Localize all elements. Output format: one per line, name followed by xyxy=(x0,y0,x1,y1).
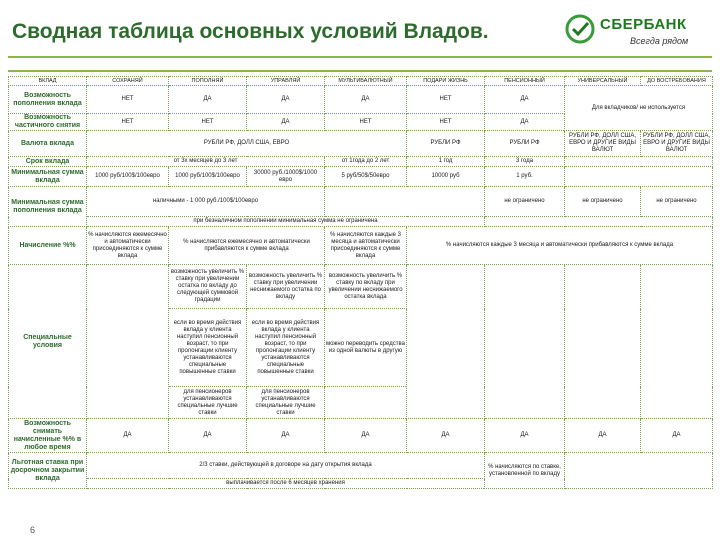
table-row xyxy=(9,131,713,157)
col-header: ДО ВОСТРЕБОВАНИЯ xyxy=(641,77,713,86)
col-header: УНИВЕРСАЛЬНЫЙ xyxy=(565,77,641,86)
table-cell: возможность увеличить % ставку по вкладу при увеличении неснижаемого остатка вклада xyxy=(325,265,407,309)
table-row xyxy=(9,419,713,453)
table-row xyxy=(9,157,713,167)
table-cell: НЕТ xyxy=(407,114,485,131)
table-cell: ДА xyxy=(641,419,713,453)
table-row xyxy=(9,453,713,479)
row-header: Специальные условия xyxy=(9,265,87,419)
table-cell: можно переводить средства из одной валюты в другую xyxy=(325,309,407,387)
table-cell: ДА xyxy=(485,419,565,453)
table-cell: выплачивается после 6 месяцев хранения xyxy=(87,479,485,489)
table-cell xyxy=(325,387,407,419)
table-cell xyxy=(485,217,713,227)
table-cell: для пенсионеров устанавливаются специальные лучшие ставки xyxy=(247,387,325,419)
table-cell: ДА xyxy=(565,419,641,453)
table-cell: не ограничено xyxy=(565,187,641,217)
row-header: Срок вклада xyxy=(9,157,87,167)
table-cell: если во время действия вклада у клиента наступил пенсионный возраст, то при пролонгации клиенту устанавливаются специальные повышенные ставки xyxy=(169,309,247,387)
table-cell: % начисляются каждые 3 месяца и автоматически прибавляются к сумме вклада xyxy=(407,227,713,265)
table-cell: ДА xyxy=(325,86,407,114)
table-cell: при безналичном пополнении минимальная сумма не ограничена xyxy=(87,217,485,227)
table-cell: НЕТ xyxy=(169,114,247,131)
col-header: ПОДАРИ ЖИЗНЬ xyxy=(407,77,485,86)
table-cell: НЕТ xyxy=(407,86,485,114)
header-divider xyxy=(8,56,712,58)
table-cell: 30000 руб./1000$/1000 евро xyxy=(247,167,325,187)
row-header: Валюта вклада xyxy=(9,131,87,157)
table-cell xyxy=(325,187,485,217)
table-cell xyxy=(407,265,485,419)
table-cell xyxy=(641,265,713,419)
table-cell: % начисляются каждые 3 месяца и автоматически присоединяются к сумме вклада xyxy=(325,227,407,265)
table-cell: ДА xyxy=(485,114,565,131)
table-cell: РУБЛИ РФ xyxy=(407,131,485,157)
row-header: Минимальная сумма вклада xyxy=(9,167,87,187)
table-cell: наличными - 1 000 руб./100$/100евро xyxy=(87,187,325,217)
table-cell: НЕТ xyxy=(87,114,169,131)
table-cell: ДА xyxy=(485,86,565,114)
table-cell xyxy=(87,265,169,419)
table-cell: % начисляются ежемесячно и автоматически прибавляются к сумме вклада xyxy=(169,227,325,265)
table-cell: от 3х месяцев до 3 лет xyxy=(87,157,325,167)
table-row xyxy=(9,86,713,114)
table-cell: РУБЛИ РФ xyxy=(485,131,565,157)
table-cell: НЕТ xyxy=(325,114,407,131)
logo-tagline: Всегда рядом xyxy=(630,36,689,46)
table-cell: Для вкладчиков/ не используется xyxy=(565,86,713,131)
table-cell: % начисляются ежемесячно и автоматически присоединяются к сумме вклада xyxy=(87,227,169,265)
table-cell: 1 год xyxy=(407,157,485,167)
sberbank-logo xyxy=(565,12,705,52)
table-cell: возможность увеличить % ставку при увеличении неснижаемого остатка по вкладу xyxy=(247,265,325,309)
table-cell: если во время действия вклада у клиента наступил пенсионный возраст, то при пролонгации клиенту устанавливаются специальные повышенные ставки xyxy=(247,309,325,387)
page-number: 6 xyxy=(30,525,36,535)
table-cell: ДА xyxy=(169,419,247,453)
table-cell: ДА xyxy=(169,86,247,114)
col-header: ВКЛАД xyxy=(9,77,87,86)
table-cell: % начисляются по ставке, установленной по вкладу xyxy=(485,453,565,489)
table-cell: от 1года до 2 лет xyxy=(325,157,407,167)
table-cell xyxy=(485,265,565,419)
row-header: Возможность снимать начисленные %% в любое время xyxy=(9,419,87,453)
table-cell: 1000 руб/100$/100евро xyxy=(87,167,169,187)
table-row xyxy=(9,265,713,309)
table-row xyxy=(9,167,713,187)
col-header: ПОПОЛНЯЙ xyxy=(169,77,247,86)
table-cell: возможность увеличить % ставку при увеличении остатка по вкладу до следующей суммовой градации xyxy=(169,265,247,309)
row-header: Возможность частичного снятия xyxy=(9,114,87,131)
table-cell xyxy=(565,167,713,187)
col-header: СОХРАНЯЙ xyxy=(87,77,169,86)
table-cell: 1 руб. xyxy=(485,167,565,187)
table-cell: 3 года xyxy=(485,157,565,167)
table-cell: не ограничено xyxy=(485,187,565,217)
table-cell xyxy=(565,157,713,167)
table-cell: 5 руб/50$/50евро xyxy=(325,167,407,187)
table-row xyxy=(9,227,713,265)
sberbank-logo-icon xyxy=(565,14,595,44)
conditions-table xyxy=(8,76,713,489)
col-header: МУЛЬТИВАЛЮТНЫЙ xyxy=(325,77,407,86)
page-title: Сводная таблица основных условий Владов. xyxy=(12,20,489,43)
col-header: ПЕНСИОННЫЙ xyxy=(485,77,565,86)
table-cell xyxy=(565,453,713,489)
row-header: Минимальная сумма пополнения вклада xyxy=(9,187,87,227)
table-header-row xyxy=(9,77,713,86)
table-cell: ДА xyxy=(247,86,325,114)
table-cell: не ограничено xyxy=(641,187,713,217)
table-cell: РУБЛИ РФ, ДОЛЛ США, ЕВРО xyxy=(87,131,407,157)
table-cell: ДА xyxy=(87,419,169,453)
table-cell: РУБЛИ РФ, ДОЛЛ США, ЕВРО И ДРУГИЕ ВИДЫ ВАЛЮТ xyxy=(565,131,641,157)
table-top-divider xyxy=(8,70,712,72)
table-cell: РУБЛИ РФ, ДОЛЛ США, ЕВРО И ДРУГИЕ ВИДЫ ВАЛЮТ xyxy=(641,131,713,157)
row-header: Возможность пополнения вклада xyxy=(9,86,87,114)
table-cell: 2/3 ставки, действующей в договоре на дату открытия вклада xyxy=(87,453,485,479)
table-cell: ДА xyxy=(247,419,325,453)
logo-name: СБЕРБАНК xyxy=(600,16,687,33)
table-cell: 10000 руб xyxy=(407,167,485,187)
table-cell: НЕТ xyxy=(87,86,169,114)
table-cell: для пенсионеров устанавливаются специальные лучшие ставки xyxy=(169,387,247,419)
table-cell: 1000 руб/100$/100евро xyxy=(169,167,247,187)
table-cell: ДА xyxy=(325,419,407,453)
row-header: Льготная ставка при досрочном закрытии вклада xyxy=(9,453,87,489)
table-cell: ДА xyxy=(407,419,485,453)
table-row xyxy=(9,187,713,217)
col-header: УПРАВЛЯЙ xyxy=(247,77,325,86)
table-row xyxy=(9,217,713,227)
table-cell: ДА xyxy=(247,114,325,131)
table-cell xyxy=(565,265,641,419)
row-header: Начисление %% xyxy=(9,227,87,265)
